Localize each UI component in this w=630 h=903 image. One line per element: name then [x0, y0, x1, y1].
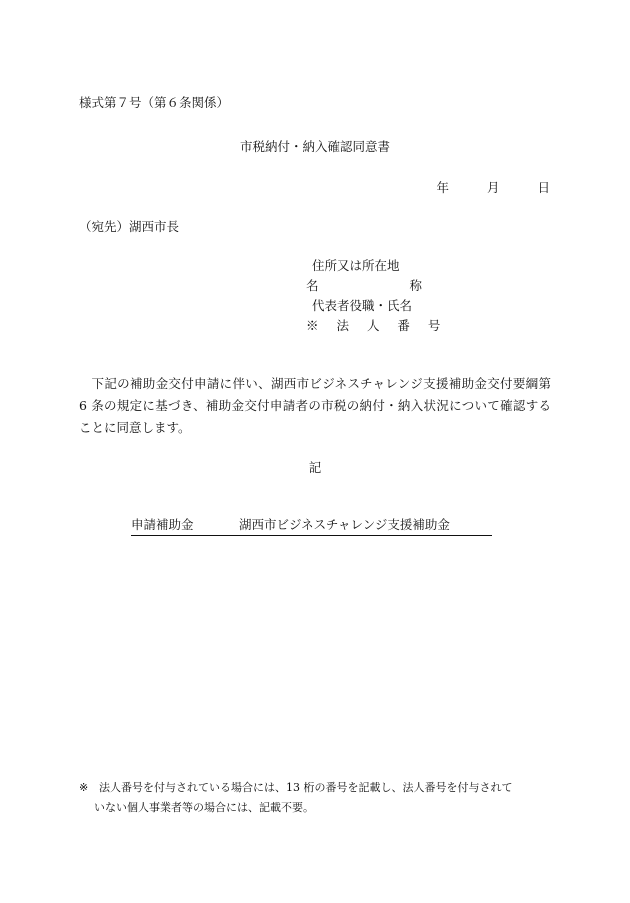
date-line: [437, 178, 550, 196]
form-number: 様式第７号（第６条関係）: [79, 95, 230, 110]
document-title: 市税納付・納入確認同意書: [239, 139, 390, 154]
footnote-line-1: [79, 778, 513, 798]
addressee: （宛先）湖西市長: [79, 219, 180, 234]
applicant-corporate-number-label: ※ 法 人 番 号: [306, 318, 448, 333]
subsidy-line: [131, 515, 492, 536]
footnote-mark: ※: [79, 781, 89, 794]
applicant-address-label: 住所又は所在地: [312, 258, 400, 273]
ki-heading: 記: [308, 460, 322, 475]
footnote-line-2: いない個人事業者等の場合には、記載不要。: [94, 801, 314, 814]
consent-paragraph: 下記の補助金交付申請に伴い、湖西市ビジネスチャレンジ支援補助金交付要綱第 6 条の規定に基づき、補助金交付申請者の市税の納付・納入状況について確認することに同意します。: [79, 376, 551, 435]
footnote-text-1: 法人番号を付与されている場合には、13 桁の番号を記載し、法人番号を付与されて: [99, 781, 513, 794]
applicant-name-label: [300, 276, 440, 296]
applicant-name-right: 称: [409, 278, 422, 293]
applicant-block: [300, 256, 448, 336]
applicant-representative-label: 代表者役職・氏名: [312, 298, 413, 313]
subsidy-label: 申請補助金: [131, 517, 194, 532]
footnote: [79, 778, 513, 818]
applicant-name-left: 名: [306, 278, 319, 293]
date-month-label: 月: [487, 180, 500, 195]
date-day-label: 日: [537, 180, 550, 195]
subsidy-value: 湖西市ビジネスチャレンジ支援補助金: [239, 517, 450, 532]
date-year-label: 年: [436, 180, 450, 195]
